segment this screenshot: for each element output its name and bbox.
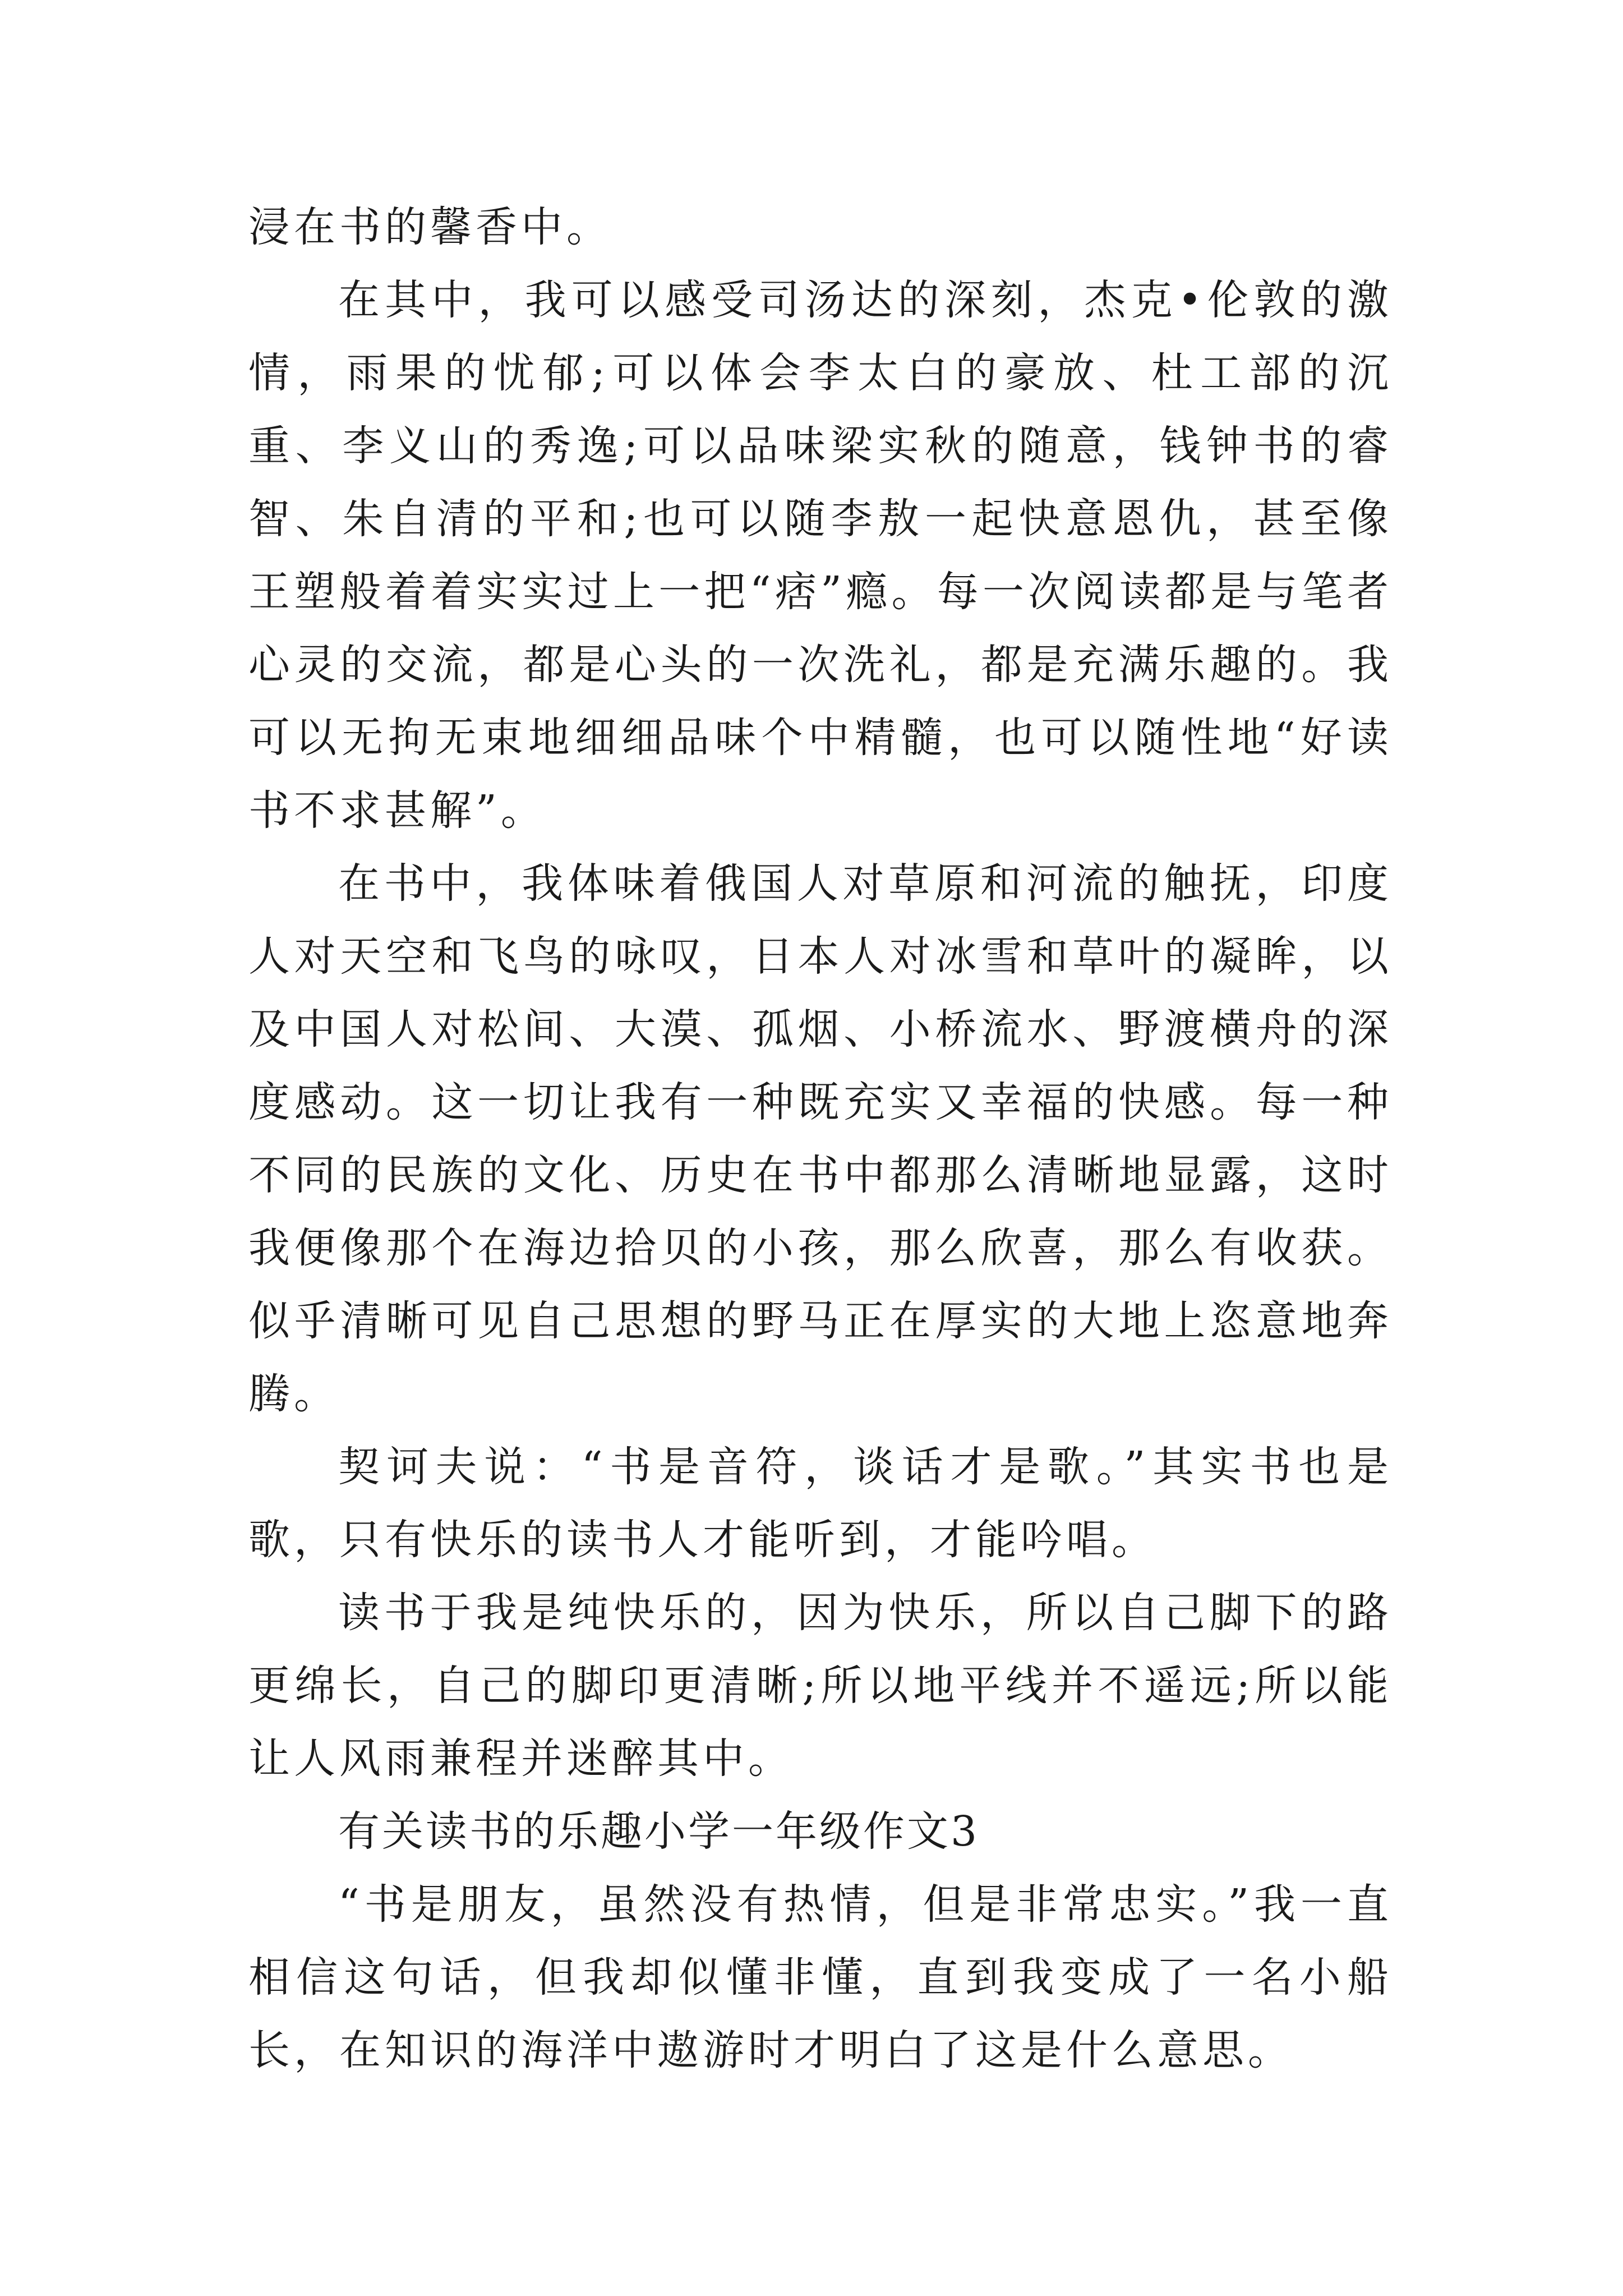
document-body [248,191,1393,2087]
paragraph: 读书于我是纯快乐的，因为快乐，所以自己脚下的路更绵长，自己的脚印更清晰;所以地平线并不遥远;所以能让人风雨兼程并迷醉其中。 [248,1589,1393,1783]
paragraph: 在其中，我可以感受司汤达的深刻，杰克•伦敦的激情，雨果的忧郁;可以体会李太白的豪放、杜工部的沉重、李义山的秀逸;可以品味梁实秋的随意，钱钟书的睿智、朱自清的平和;也可以随李敖一起快意恩仇，甚至像王塑般着着实实过上一把“痞”瘾。每一次阅读都是与笔者心灵的交流，都是心头的一次洗礼，都是充满乐趣的。我可以无拘无束地细细品味个中精髓，也可以随性地“好读书不求甚解”。 [248,276,1393,835]
paragraph: “书是朋友，虽然没有热情，但是非常忠实。”我一直相信这句话，但我却似懂非懂，直到我变成了一名小船长，在知识的海洋中遨游时才明白了这是什么意思。 [248,1880,1393,2074]
paragraph: 在书中，我体味着俄国人对草原和河流的触抚，印度人对天空和飞鸟的咏叹，日本人对冰雪和草叶的凝眸，以及中国人对松间、大漠、孤烟、小桥流水、野渡横舟的深度感动。这一切让我有一种既充实又幸福的快感。每一种不同的民族的文化、历史在书中都那么清晰地显露，这时我便像那个在海边拾贝的小孩，那么欣喜，那么有收获。似乎清晰可见自己思想的野马正在厚实的大地上恣意地奔腾。 [248,859,1393,1418]
section-heading: 有关读书的乐趣小学一年级作文3 [338,1807,980,1856]
paragraph: 契诃夫说：“书是音符，谈话才是歌。”其实书也是歌，只有快乐的读书人才能听到，才能吟唱。 [248,1443,1393,1564]
paragraph-continuation: 浸在书的馨香中。 [248,203,612,251]
